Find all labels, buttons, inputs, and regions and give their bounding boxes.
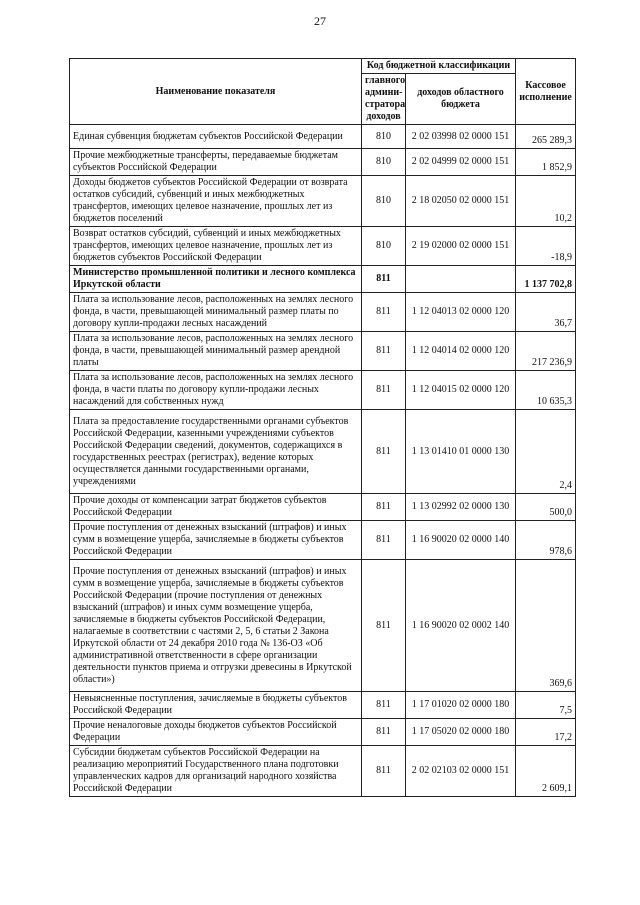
row-name: Прочие поступления от денежных взысканий (штрафов) и иных сумм в возмещение ущерба, зачисляемые в бюджеты субъектов Российской Федерации (прочие поступления от денежных взысканий (штрафов) и иных сумм возмещение ущерба, зачисляемые в бюджеты субъектов Российской Федерации, налагаемые в соответствии с частями 2, 5, 6 статьи 2 Закона Иркутской области от 24 декабря 2010 года № 136-ОЗ «Об административной ответственности в сфере организации деятельности пунктов приема и отгрузки древесины в Иркутской области») (70, 560, 362, 692)
row-amount: 2 609,1 (516, 746, 576, 797)
row-name: Прочие неналоговые доходы бюджетов субъектов Российской Федерации (70, 719, 362, 746)
row-amount: 217 236,9 (516, 332, 576, 371)
row-amount: 7,5 (516, 692, 576, 719)
header-main-admin: главного админи- стратора доходов (362, 74, 406, 125)
row-amount: 10,2 (516, 176, 576, 227)
row-admin-code: 811 (362, 719, 406, 746)
row-name: Возврат остатков субсидий, субвенций и иных межбюджетных трансфертов, имеющих целевое назначение, прошлых лет из бюджетов субъектов Российской Федерации (70, 227, 362, 266)
row-name: Плата за предоставление государственными органами субъектов Российской Федерации, казенными учреждениями субъектов Российской Федерации сведений, документов, содержащихся в государственных реестрах (регистрах), ведение которых осуществляется данными государственными органами, учреждениями (70, 410, 362, 494)
table-row (70, 227, 576, 266)
row-income-code: 2 02 02103 02 0000 151 (406, 746, 516, 797)
row-amount: -18,9 (516, 227, 576, 266)
row-income-code: 2 02 04999 02 0000 151 (406, 149, 516, 176)
row-income-code: 1 16 90020 02 0002 140 (406, 560, 516, 692)
table-row (70, 371, 576, 410)
row-income-code: 2 02 03998 02 0000 151 (406, 125, 516, 149)
row-name: Единая субвенция бюджетам субъектов Российской Федерации (70, 125, 362, 149)
table-row (70, 149, 576, 176)
row-income-code: 1 13 01410 01 0000 130 (406, 410, 516, 494)
row-name: Прочие доходы от компенсации затрат бюджетов субъектов Российской Федерации (70, 494, 362, 521)
table-row (70, 176, 576, 227)
header-income-code: доходов областного бюджета (406, 74, 516, 125)
table-row (70, 266, 576, 293)
row-income-code: 1 12 04015 02 0000 120 (406, 371, 516, 410)
row-admin-code: 810 (362, 125, 406, 149)
table-row (70, 521, 576, 560)
row-amount: 265 289,3 (516, 125, 576, 149)
header-budget-code-group: Код бюджетной классификации (362, 59, 516, 74)
row-amount: 500,0 (516, 494, 576, 521)
row-admin-code: 811 (362, 266, 406, 293)
row-income-code: 1 12 04013 02 0000 120 (406, 293, 516, 332)
row-income-code (406, 266, 516, 293)
header-name: Наименование показателя (70, 59, 362, 125)
row-name: Доходы бюджетов субъектов Российской Федерации от возврата остатков субсидий, субвенций и иных межбюджетных трансфертов, имеющих целевое назначение, прошлых лет из бюджетов поселений (70, 176, 362, 227)
row-admin-code: 811 (362, 371, 406, 410)
table-row (70, 746, 576, 797)
table-row (70, 719, 576, 746)
row-name: Плата за использование лесов, расположенных на землях лесного фонда, в части, превышающей минимальный размер арендной платы (70, 332, 362, 371)
row-admin-code: 811 (362, 410, 406, 494)
row-amount: 17,2 (516, 719, 576, 746)
row-income-code: 1 17 01020 02 0000 180 (406, 692, 516, 719)
row-income-code: 2 19 02000 02 0000 151 (406, 227, 516, 266)
row-name: Прочие межбюджетные трансферты, передаваемые бюджетам субъектов Российской Федерации (70, 149, 362, 176)
row-admin-code: 811 (362, 746, 406, 797)
row-admin-code: 811 (362, 521, 406, 560)
table-row (70, 560, 576, 692)
row-admin-code: 811 (362, 560, 406, 692)
row-amount: 978,6 (516, 521, 576, 560)
row-income-code: 2 18 02050 02 0000 151 (406, 176, 516, 227)
header-cash-execution: Кассовое исполнение (516, 59, 576, 125)
row-admin-code: 811 (362, 332, 406, 371)
row-amount: 2,4 (516, 410, 576, 494)
row-admin-code: 810 (362, 227, 406, 266)
table-row (70, 293, 576, 332)
row-admin-code: 810 (362, 149, 406, 176)
row-income-code: 1 12 04014 02 0000 120 (406, 332, 516, 371)
row-name: Плата за использование лесов, расположенных на землях лесного фонда, в части, превышающей минимальный размер платы по договору купли-продажи лесных насаждений (70, 293, 362, 332)
table-row (70, 692, 576, 719)
row-income-code: 1 16 90020 02 0000 140 (406, 521, 516, 560)
row-admin-code: 811 (362, 293, 406, 332)
row-amount: 1 852,9 (516, 149, 576, 176)
budget-table (69, 58, 576, 797)
row-admin-code: 811 (362, 692, 406, 719)
table-row (70, 125, 576, 149)
row-name: Прочие поступления от денежных взысканий (штрафов) и иных сумм в возмещение ущерба, зачисляемые в бюджеты субъектов Российской Федерации (70, 521, 362, 560)
row-amount: 36,7 (516, 293, 576, 332)
row-income-code: 1 17 05020 02 0000 180 (406, 719, 516, 746)
row-income-code: 1 13 02992 02 0000 130 (406, 494, 516, 521)
row-admin-code: 811 (362, 494, 406, 521)
table-row (70, 494, 576, 521)
row-name: Министерство промышленной политики и лесного комплекса Иркутской области (70, 266, 362, 293)
page-number: 27 (314, 14, 326, 28)
row-admin-code: 810 (362, 176, 406, 227)
table-row (70, 332, 576, 371)
row-amount: 369,6 (516, 560, 576, 692)
row-amount: 10 635,3 (516, 371, 576, 410)
row-amount: 1 137 702,8 (516, 266, 576, 293)
table-row (70, 410, 576, 494)
row-name: Субсидии бюджетам субъектов Российской Федерации на реализацию мероприятий Государственного плана подготовки управленческих кадров для организаций народного хозяйства Российской Федерации (70, 746, 362, 797)
row-name: Плата за использование лесов, расположенных на землях лесного фонда, в части платы по договору купли-продажи лесных насаждений для собственных нужд (70, 371, 362, 410)
row-name: Невыясненные поступления, зачисляемые в бюджеты субъектов Российской Федерации (70, 692, 362, 719)
